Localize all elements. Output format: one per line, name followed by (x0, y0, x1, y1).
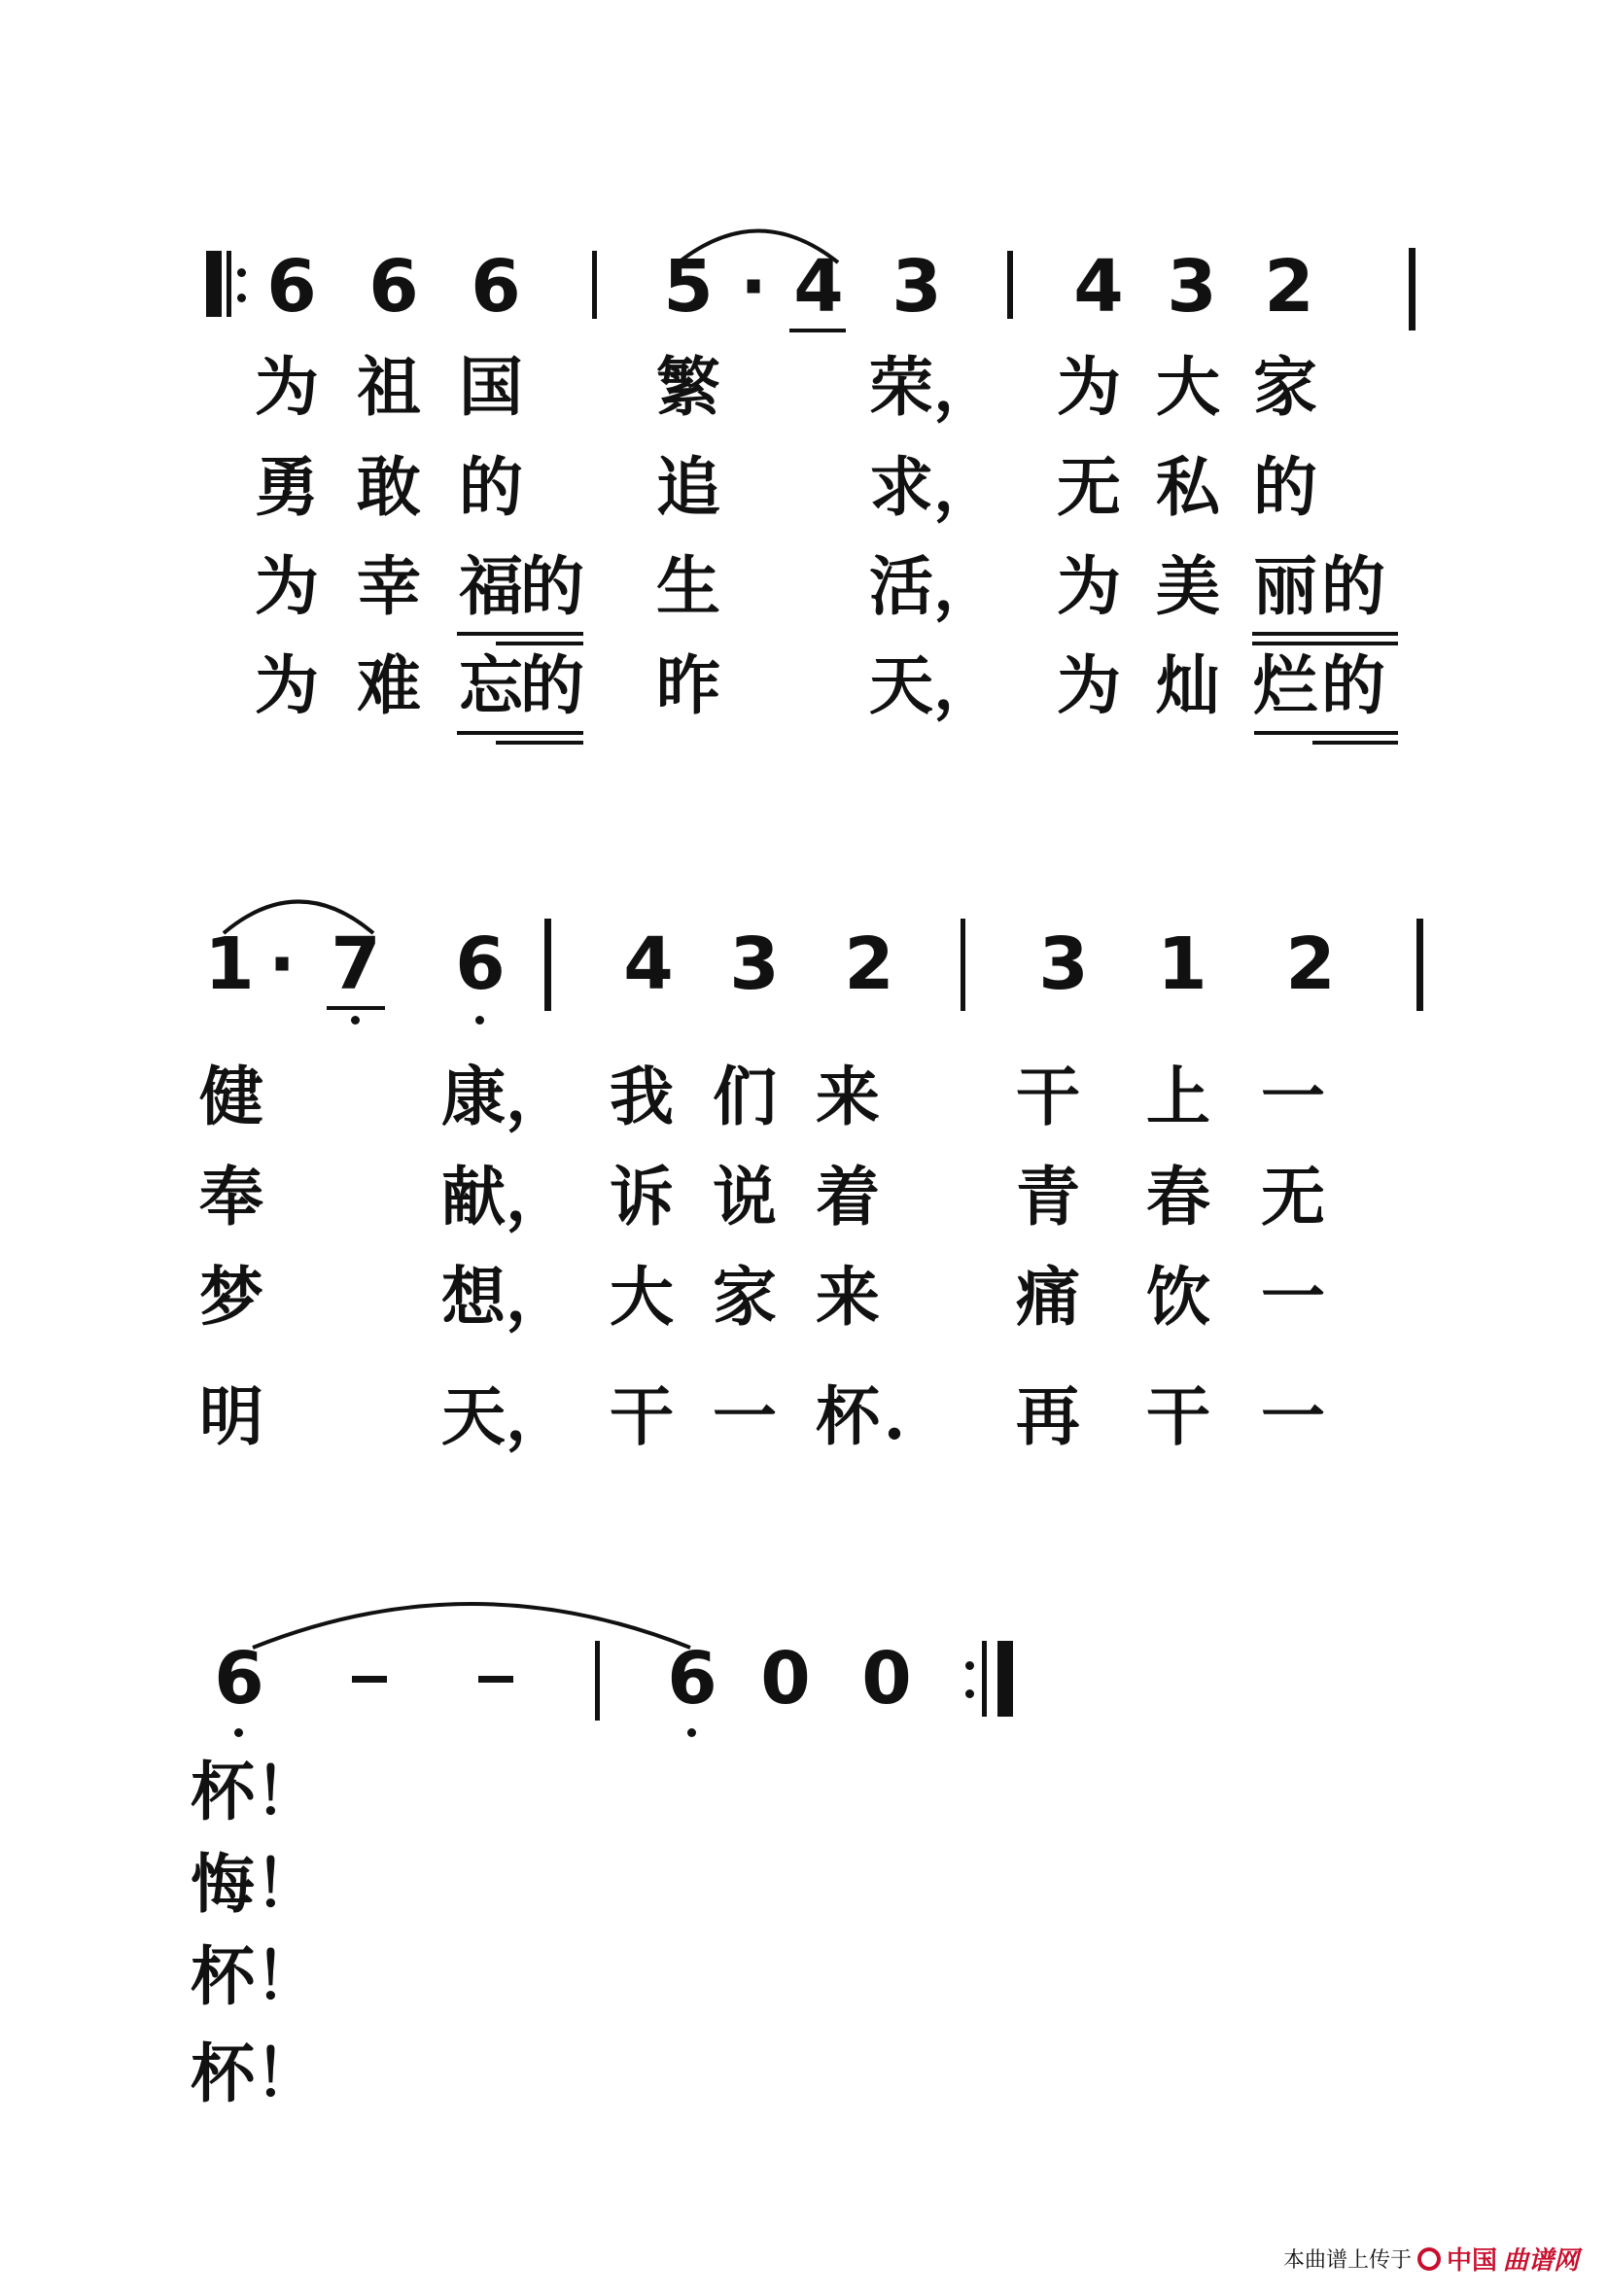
lyric: 健 (199, 1059, 263, 1134)
upload-credit (1283, 2241, 1579, 2277)
syllable-underline (457, 632, 583, 636)
site-name-part2: 曲谱网 (1502, 2246, 1579, 2276)
syllable-underline (1252, 632, 1398, 636)
lyric: 为 (1057, 548, 1121, 624)
lyric: 一 (1261, 1378, 1325, 1454)
lyric: . (883, 1378, 906, 1454)
barline (1007, 251, 1013, 319)
lyric: 难 (357, 647, 421, 723)
lyric: 敢 (357, 449, 421, 525)
lyric: 杯！ (191, 1938, 319, 2014)
repeat-dot (965, 1661, 974, 1670)
lyric: 大 (610, 1259, 674, 1335)
lyric: 杯！ (191, 2035, 319, 2111)
lyric: 痛 (1016, 1259, 1080, 1335)
lyric: 生 (656, 548, 720, 624)
lyric: 一 (713, 1378, 777, 1454)
barline (544, 919, 551, 1011)
lyric: 烂 (1253, 647, 1317, 723)
lyric: 悔！ (191, 1846, 319, 1922)
low-octave-dot (687, 1728, 696, 1737)
site-logo-icon (1417, 2247, 1441, 2271)
eighth-underline (327, 1006, 385, 1010)
lyric: 福 (459, 548, 523, 624)
syllable-underline (1312, 741, 1398, 745)
lyric: 明 (199, 1378, 263, 1454)
lyric: 诉 (610, 1159, 674, 1235)
extend-dash (352, 1676, 387, 1683)
lyric: 大 (1156, 349, 1220, 425)
lyric: 活， (869, 548, 997, 624)
lyric: 的 (459, 449, 523, 525)
lyric: 一 (1261, 1259, 1325, 1335)
lyric: 追 (656, 449, 720, 525)
syllable-underline (1252, 642, 1398, 645)
lyric: 昨 (656, 647, 720, 723)
low-octave-dot (234, 1728, 243, 1737)
lyric: 祖 (357, 349, 421, 425)
note: 4 (793, 245, 844, 329)
repeat-dot (237, 268, 246, 277)
slur (243, 1584, 700, 1652)
dot-mark: · (267, 922, 297, 1006)
repeat-dot (965, 1689, 974, 1698)
lyric: 我 (610, 1059, 674, 1134)
lyric: 求， (869, 449, 997, 525)
lyric: 为 (255, 548, 319, 624)
lyric: 杯 (816, 1378, 880, 1454)
note: 6 (214, 1637, 264, 1721)
lyric: 干 (610, 1378, 674, 1454)
lyric: 干 (1016, 1059, 1080, 1134)
lyric: 一 (1261, 1059, 1325, 1134)
lyric: 为 (255, 349, 319, 425)
lyric: 梦 (199, 1259, 263, 1335)
lyric: 忘 (459, 647, 523, 723)
lyric: 的 (520, 647, 584, 723)
repeat-end-thick-bar (997, 1641, 1013, 1717)
extend-dash (478, 1676, 513, 1683)
site-name-part1: 中国 (1446, 2246, 1497, 2276)
lyric: 国 (459, 349, 523, 425)
eighth-underline (789, 329, 846, 332)
lyric: 私 (1156, 449, 1220, 525)
lyric: 无 (1261, 1159, 1325, 1235)
barline (961, 919, 965, 1011)
note: 6 (266, 245, 317, 329)
lyric: 青 (1016, 1159, 1080, 1235)
note: 3 (729, 922, 780, 1006)
rest: 0 (760, 1637, 811, 1721)
lyric: 春 (1146, 1159, 1210, 1235)
lyric: 为 (1057, 349, 1121, 425)
lyric: 灿 (1156, 647, 1220, 723)
barline (1409, 248, 1416, 330)
syllable-underline (457, 731, 583, 735)
lyric: 家 (713, 1259, 777, 1335)
lyric: 献， (441, 1159, 570, 1235)
lyric: 的 (1321, 647, 1385, 723)
lyric: 天， (869, 647, 997, 723)
barline (595, 1641, 600, 1721)
syllable-underline (496, 642, 583, 645)
syllable-underline (1254, 731, 1398, 735)
upload-text: 本曲谱上传于 (1282, 2248, 1412, 2273)
repeat-start-thin-bar (227, 251, 231, 317)
lyric: 的 (1253, 449, 1317, 525)
note: 2 (1285, 922, 1336, 1006)
lyric: 来 (816, 1059, 880, 1134)
lyric: 美 (1156, 548, 1220, 624)
lyric: 的 (520, 548, 584, 624)
lyric: 家 (1253, 349, 1317, 425)
note: 1 (1157, 922, 1207, 1006)
note: 6 (455, 922, 506, 1006)
barline (1416, 919, 1423, 1011)
lyric: 干 (1146, 1378, 1210, 1454)
note: 6 (368, 245, 419, 329)
note: 1 (204, 922, 255, 1006)
lyric: 无 (1057, 449, 1121, 525)
lyric: 的 (1321, 548, 1385, 624)
note: 2 (1264, 245, 1314, 329)
lyric: 着 (816, 1159, 880, 1235)
slur (216, 880, 381, 938)
lyric: 奉 (199, 1159, 263, 1235)
lyric: 上 (1146, 1059, 1210, 1134)
repeat-end-thin-bar (982, 1641, 987, 1717)
lyric: 勇 (255, 449, 319, 525)
low-octave-dot (475, 1016, 484, 1025)
lyric: 为 (1057, 647, 1121, 723)
note: 7 (331, 922, 381, 1006)
note: 3 (1038, 922, 1089, 1006)
lyric: 荣， (869, 349, 997, 425)
dot-mark: · (739, 245, 768, 329)
lyric: 为 (255, 647, 319, 723)
lyric: 天， (441, 1378, 570, 1454)
note: 4 (623, 922, 674, 1006)
syllable-underline (496, 741, 583, 745)
barline (592, 251, 597, 319)
slur (671, 209, 846, 267)
low-octave-dot (351, 1016, 360, 1025)
note: 6 (471, 245, 521, 329)
lyric: 再 (1016, 1378, 1080, 1454)
note: 3 (891, 245, 942, 329)
lyric: 想， (441, 1259, 570, 1335)
lyric: 说 (713, 1159, 777, 1235)
note: 5 (663, 245, 714, 329)
rest: 0 (861, 1637, 912, 1721)
lyric: 康， (441, 1059, 570, 1134)
lyric: 幸 (357, 548, 421, 624)
lyric: 饮 (1146, 1259, 1210, 1335)
lyric: 来 (816, 1259, 880, 1335)
repeat-dot (237, 294, 246, 302)
lyric: 丽 (1253, 548, 1317, 624)
note: 6 (667, 1637, 717, 1721)
lyric: 们 (713, 1059, 777, 1134)
note: 4 (1073, 245, 1124, 329)
note: 3 (1167, 245, 1217, 329)
note: 2 (844, 922, 894, 1006)
lyric: 杯！ (191, 1754, 319, 1829)
lyric: 繁 (656, 349, 720, 425)
repeat-start-thick-bar (206, 251, 222, 317)
